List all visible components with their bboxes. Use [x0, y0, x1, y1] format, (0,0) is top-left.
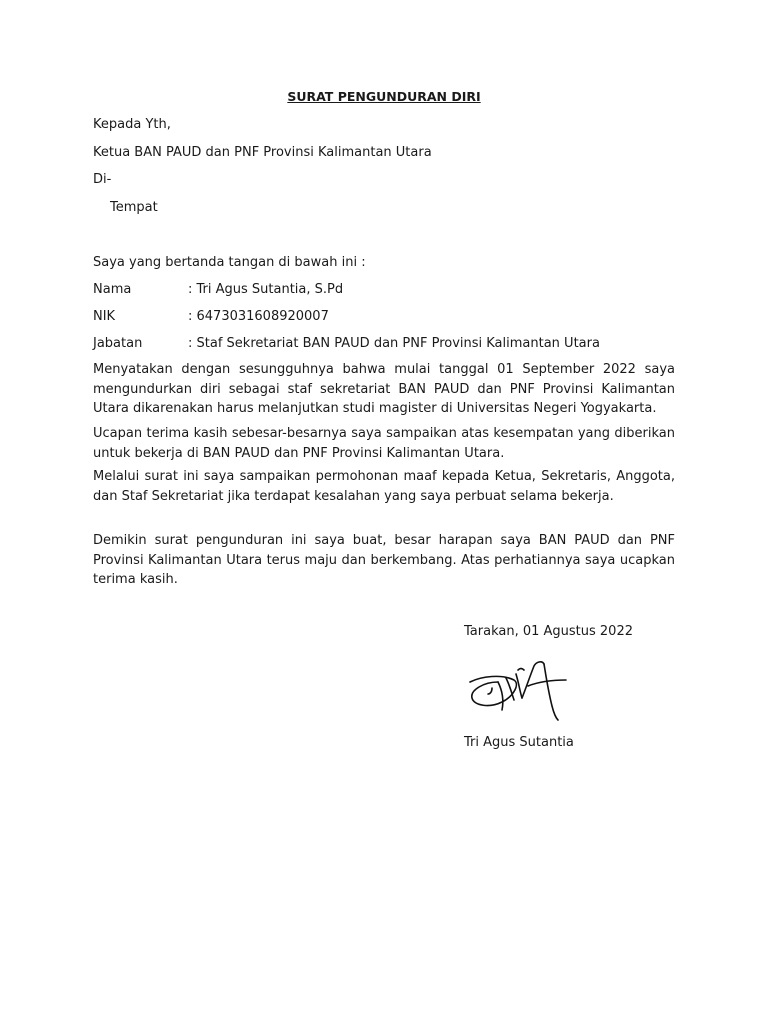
letter-title: SURAT PENGUNDURAN DIRI [287, 89, 481, 104]
field-label-nama: Nama [93, 282, 132, 297]
signature-image [462, 652, 574, 724]
field-value-nama: : Tri Agus Sutantia, S.Pd [188, 282, 344, 297]
signer-name: Tri Agus Sutantia [464, 735, 574, 750]
salutation: Kepada Yth, [93, 117, 171, 132]
field-label-nik: NIK [93, 309, 116, 324]
paragraph-statement: Menyatakan dengan sesungguhnya bahwa mulai tanggal 01 September 2022 saya mengundurkan diri sebagai staf sekretariat BAN PAUD dan PNF Provinsi Kalimantan Utara dikarenakan harus melanjutkan studi magister di Universitas Negeri Yogyakarta. [93, 362, 675, 416]
di-label: Di- [93, 172, 112, 187]
paragraph-apology: Melalui surat ini saya sampaikan permohonan maaf kepada Ketua, Sekretaris, Anggota, dan Staf Sekretariat jika terdapat kesalahan yang saya perbuat selama bekerja. [93, 469, 675, 504]
paragraph-thanks: Ucapan terima kasih sebesar-besarnya saya sampaikan atas kesempatan yang diberikan untuk bekerja di BAN PAUD dan PNF Provinsi Kalimantan Utara. [93, 426, 675, 461]
place-date: Tarakan, 01 Agustus 2022 [464, 624, 633, 639]
recipient: Ketua BAN PAUD dan PNF Provinsi Kalimantan Utara [93, 145, 432, 160]
field-value-jabatan: : Staf Sekretariat BAN PAUD dan PNF Provinsi Kalimantan Utara [188, 336, 600, 351]
intro-text: Saya yang bertanda tangan di bawah ini : [93, 255, 366, 270]
place-label: Tempat [110, 200, 158, 215]
field-label-jabatan: Jabatan [93, 336, 143, 351]
field-value-nik: : 6473031608920007 [188, 309, 329, 324]
paragraph-closing: Demikin surat pengunduran ini saya buat, besar harapan saya BAN PAUD dan PNF Provinsi Kalimantan Utara terus maju dan berkembang. Atas perhatiannya saya ucapkan terima kasih. [93, 533, 675, 587]
